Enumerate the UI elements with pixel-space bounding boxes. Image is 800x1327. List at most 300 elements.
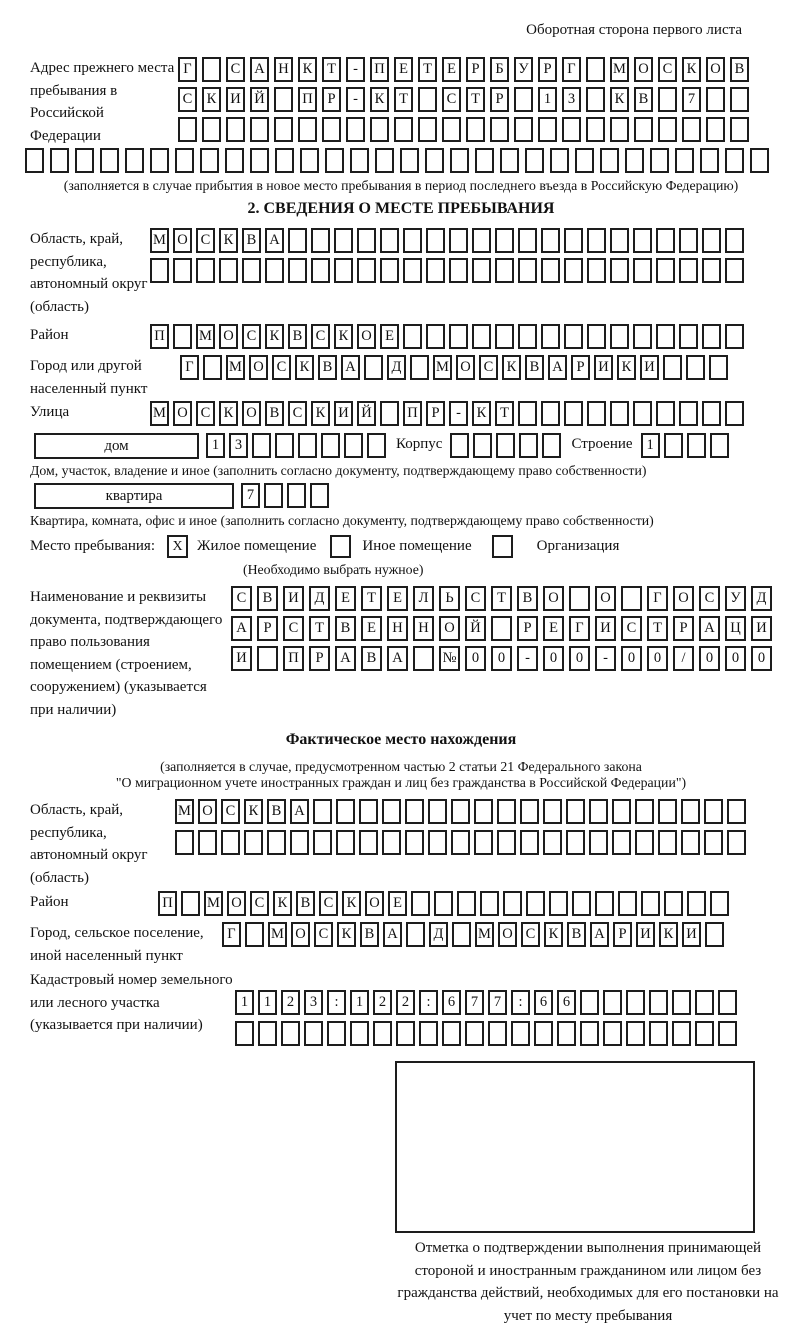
char-cell[interactable]: С <box>178 87 197 112</box>
char-cell[interactable] <box>281 1021 300 1046</box>
char-cell[interactable]: Е <box>361 616 382 641</box>
char-cell[interactable]: В <box>517 586 538 611</box>
char-cell[interactable] <box>687 891 706 916</box>
char-cell[interactable] <box>403 228 422 253</box>
char-cell[interactable]: Т <box>491 586 512 611</box>
char-cell[interactable] <box>514 87 533 112</box>
char-cell[interactable] <box>425 148 444 173</box>
char-cell[interactable] <box>219 258 238 283</box>
char-cell[interactable] <box>451 830 470 855</box>
char-cell[interactable] <box>686 355 705 380</box>
char-cell[interactable] <box>450 433 469 458</box>
char-cell[interactable]: 7 <box>682 87 701 112</box>
char-cell[interactable] <box>725 324 744 349</box>
char-cell[interactable] <box>173 258 192 283</box>
char-cell[interactable] <box>702 258 721 283</box>
char-cell[interactable] <box>566 830 585 855</box>
char-cell[interactable]: А <box>290 799 309 824</box>
char-cell[interactable]: 6 <box>442 990 461 1015</box>
char-cell[interactable]: 2 <box>396 990 415 1015</box>
char-cell[interactable] <box>503 891 522 916</box>
char-cell[interactable] <box>426 258 445 283</box>
char-cell[interactable] <box>221 830 240 855</box>
char-cell[interactable]: О <box>673 586 694 611</box>
char-cell[interactable]: : <box>419 990 438 1015</box>
char-cell[interactable]: Е <box>380 324 399 349</box>
char-cell[interactable] <box>474 799 493 824</box>
char-cell[interactable] <box>400 148 419 173</box>
char-cell[interactable]: И <box>636 922 655 947</box>
char-cell[interactable]: К <box>202 87 221 112</box>
char-cell[interactable]: И <box>751 616 772 641</box>
char-cell[interactable]: К <box>617 355 636 380</box>
char-cell[interactable] <box>725 401 744 426</box>
char-cell[interactable]: 0 <box>491 646 512 671</box>
char-cell[interactable] <box>75 148 94 173</box>
char-cell[interactable] <box>472 324 491 349</box>
char-cell[interactable] <box>364 355 383 380</box>
char-cell[interactable] <box>586 117 605 142</box>
char-cell[interactable] <box>519 433 538 458</box>
char-cell[interactable] <box>175 830 194 855</box>
char-cell[interactable]: 1 <box>258 990 277 1015</box>
char-cell[interactable] <box>549 891 568 916</box>
char-cell[interactable]: С <box>231 586 252 611</box>
char-cell[interactable]: Р <box>571 355 590 380</box>
char-cell[interactable]: Е <box>543 616 564 641</box>
char-cell[interactable] <box>406 922 425 947</box>
char-cell[interactable] <box>649 1021 668 1046</box>
char-cell[interactable]: П <box>158 891 177 916</box>
char-cell[interactable]: В <box>634 87 653 112</box>
char-cell[interactable] <box>580 1021 599 1046</box>
char-cell[interactable]: К <box>659 922 678 947</box>
char-cell[interactable]: С <box>658 57 677 82</box>
char-cell[interactable]: С <box>196 401 215 426</box>
char-cell[interactable] <box>564 258 583 283</box>
char-cell[interactable] <box>610 117 629 142</box>
char-cell[interactable] <box>327 1021 346 1046</box>
char-cell[interactable]: О <box>249 355 268 380</box>
char-cell[interactable]: В <box>335 616 356 641</box>
char-cell[interactable] <box>610 401 629 426</box>
char-cell[interactable] <box>664 891 683 916</box>
char-cell[interactable]: М <box>150 401 169 426</box>
char-cell[interactable] <box>610 258 629 283</box>
checkbox-inoe[interactable] <box>330 535 351 558</box>
char-cell[interactable]: К <box>244 799 263 824</box>
char-cell[interactable] <box>235 1021 254 1046</box>
char-cell[interactable] <box>702 401 721 426</box>
char-cell[interactable]: К <box>298 57 317 82</box>
char-cell[interactable] <box>672 990 691 1015</box>
char-cell[interactable] <box>612 799 631 824</box>
char-cell[interactable] <box>587 258 606 283</box>
char-cell[interactable]: С <box>221 799 240 824</box>
char-cell[interactable] <box>480 891 499 916</box>
char-cell[interactable]: С <box>283 616 304 641</box>
char-cell[interactable]: К <box>219 401 238 426</box>
char-cell[interactable]: - <box>517 646 538 671</box>
char-cell[interactable] <box>600 148 619 173</box>
char-cell[interactable] <box>564 324 583 349</box>
char-cell[interactable]: Г <box>647 586 668 611</box>
char-cell[interactable]: В <box>730 57 749 82</box>
char-cell[interactable] <box>472 228 491 253</box>
char-cell[interactable] <box>557 1021 576 1046</box>
char-cell[interactable]: Д <box>429 922 448 947</box>
char-cell[interactable] <box>359 799 378 824</box>
char-cell[interactable]: К <box>295 355 314 380</box>
char-cell[interactable]: П <box>403 401 422 426</box>
char-cell[interactable] <box>173 324 192 349</box>
char-cell[interactable] <box>679 324 698 349</box>
char-cell[interactable] <box>586 87 605 112</box>
char-cell[interactable]: В <box>296 891 315 916</box>
char-cell[interactable] <box>250 148 269 173</box>
char-cell[interactable] <box>702 324 721 349</box>
char-cell[interactable]: О <box>706 57 725 82</box>
char-cell[interactable] <box>603 990 622 1015</box>
char-cell[interactable] <box>525 148 544 173</box>
char-cell[interactable]: О <box>173 401 192 426</box>
char-cell[interactable]: Р <box>490 87 509 112</box>
char-cell[interactable]: Р <box>466 57 485 82</box>
char-cell[interactable]: С <box>521 922 540 947</box>
char-cell[interactable] <box>664 433 683 458</box>
char-cell[interactable]: С <box>272 355 291 380</box>
char-cell[interactable]: 0 <box>699 646 720 671</box>
char-cell[interactable]: Р <box>613 922 632 947</box>
char-cell[interactable] <box>450 148 469 173</box>
char-cell[interactable]: С <box>311 324 330 349</box>
char-cell[interactable] <box>346 117 365 142</box>
char-cell[interactable] <box>426 324 445 349</box>
char-cell[interactable] <box>618 891 637 916</box>
char-cell[interactable] <box>396 1021 415 1046</box>
char-cell[interactable]: Д <box>309 586 330 611</box>
char-cell[interactable] <box>675 148 694 173</box>
char-cell[interactable]: М <box>175 799 194 824</box>
char-cell[interactable] <box>350 1021 369 1046</box>
char-cell[interactable] <box>730 87 749 112</box>
char-cell[interactable]: М <box>268 922 287 947</box>
char-cell[interactable] <box>621 586 642 611</box>
char-cell[interactable]: К <box>337 922 356 947</box>
char-cell[interactable] <box>702 228 721 253</box>
char-cell[interactable] <box>202 117 221 142</box>
char-cell[interactable]: Е <box>335 586 356 611</box>
char-cell[interactable] <box>520 799 539 824</box>
char-cell[interactable]: А <box>383 922 402 947</box>
char-cell[interactable]: О <box>291 922 310 947</box>
char-cell[interactable] <box>541 228 560 253</box>
char-cell[interactable]: О <box>198 799 217 824</box>
char-cell[interactable] <box>518 324 537 349</box>
char-cell[interactable] <box>411 891 430 916</box>
char-cell[interactable]: П <box>370 57 389 82</box>
char-cell[interactable] <box>587 228 606 253</box>
char-cell[interactable]: Д <box>387 355 406 380</box>
char-cell[interactable] <box>541 324 560 349</box>
char-cell[interactable] <box>603 1021 622 1046</box>
char-cell[interactable] <box>541 258 560 283</box>
char-cell[interactable]: В <box>567 922 586 947</box>
char-cell[interactable] <box>311 258 330 283</box>
char-cell[interactable] <box>534 1021 553 1046</box>
char-cell[interactable]: М <box>196 324 215 349</box>
char-cell[interactable]: Ь <box>439 586 460 611</box>
char-cell[interactable] <box>449 258 468 283</box>
char-cell[interactable]: Е <box>394 57 413 82</box>
char-cell[interactable] <box>718 990 737 1015</box>
char-cell[interactable] <box>538 117 557 142</box>
char-cell[interactable] <box>451 799 470 824</box>
char-cell[interactable] <box>310 483 329 508</box>
char-cell[interactable]: / <box>673 646 694 671</box>
char-cell[interactable]: Е <box>387 586 408 611</box>
char-cell[interactable]: К <box>273 891 292 916</box>
char-cell[interactable]: 3 <box>229 433 248 458</box>
char-cell[interactable] <box>196 258 215 283</box>
char-cell[interactable] <box>175 148 194 173</box>
char-cell[interactable]: В <box>318 355 337 380</box>
char-cell[interactable]: С <box>226 57 245 82</box>
char-cell[interactable]: В <box>361 646 382 671</box>
char-cell[interactable]: Т <box>361 586 382 611</box>
char-cell[interactable] <box>226 117 245 142</box>
char-cell[interactable] <box>313 799 332 824</box>
char-cell[interactable]: С <box>465 586 486 611</box>
char-cell[interactable]: К <box>610 87 629 112</box>
char-cell[interactable] <box>350 148 369 173</box>
char-cell[interactable]: 7 <box>465 990 484 1015</box>
char-cell[interactable] <box>497 799 516 824</box>
char-cell[interactable] <box>526 891 545 916</box>
char-cell[interactable] <box>300 148 319 173</box>
char-cell[interactable] <box>311 228 330 253</box>
char-cell[interactable]: Е <box>388 891 407 916</box>
char-cell[interactable]: Р <box>257 616 278 641</box>
char-cell[interactable] <box>725 148 744 173</box>
char-cell[interactable]: П <box>150 324 169 349</box>
char-cell[interactable] <box>595 891 614 916</box>
char-cell[interactable]: А <box>341 355 360 380</box>
char-cell[interactable]: О <box>595 586 616 611</box>
char-cell[interactable]: 0 <box>621 646 642 671</box>
char-cell[interactable] <box>442 117 461 142</box>
char-cell[interactable] <box>100 148 119 173</box>
char-cell[interactable]: О <box>498 922 517 947</box>
char-cell[interactable] <box>541 401 560 426</box>
char-cell[interactable]: Т <box>495 401 514 426</box>
char-cell[interactable] <box>250 117 269 142</box>
char-cell[interactable] <box>687 433 706 458</box>
char-cell[interactable] <box>542 433 561 458</box>
char-cell[interactable]: М <box>226 355 245 380</box>
char-cell[interactable]: И <box>334 401 353 426</box>
char-cell[interactable]: Т <box>394 87 413 112</box>
char-cell[interactable] <box>275 433 294 458</box>
char-cell[interactable] <box>656 401 675 426</box>
char-cell[interactable]: И <box>283 586 304 611</box>
char-cell[interactable]: О <box>439 616 460 641</box>
char-cell[interactable]: А <box>548 355 567 380</box>
char-cell[interactable] <box>203 355 222 380</box>
char-cell[interactable] <box>490 117 509 142</box>
char-cell[interactable]: Т <box>466 87 485 112</box>
char-cell[interactable]: К <box>311 401 330 426</box>
char-cell[interactable]: М <box>150 228 169 253</box>
char-cell[interactable] <box>413 646 434 671</box>
char-cell[interactable]: О <box>456 355 475 380</box>
char-cell[interactable] <box>264 483 283 508</box>
char-cell[interactable] <box>428 830 447 855</box>
char-cell[interactable]: 2 <box>281 990 300 1015</box>
char-cell[interactable] <box>274 117 293 142</box>
char-cell[interactable] <box>428 799 447 824</box>
char-cell[interactable] <box>704 830 723 855</box>
char-cell[interactable] <box>288 258 307 283</box>
char-cell[interactable] <box>267 830 286 855</box>
char-cell[interactable] <box>572 891 591 916</box>
char-cell[interactable] <box>650 148 669 173</box>
char-cell[interactable]: Д <box>751 586 772 611</box>
char-cell[interactable] <box>290 830 309 855</box>
char-cell[interactable]: - <box>346 57 365 82</box>
char-cell[interactable] <box>725 228 744 253</box>
char-cell[interactable] <box>150 148 169 173</box>
char-cell[interactable]: 1 <box>538 87 557 112</box>
char-cell[interactable] <box>125 148 144 173</box>
char-cell[interactable] <box>274 87 293 112</box>
char-cell[interactable]: Р <box>517 616 538 641</box>
char-cell[interactable]: О <box>634 57 653 82</box>
char-cell[interactable] <box>298 117 317 142</box>
char-cell[interactable] <box>518 401 537 426</box>
char-cell[interactable] <box>336 830 355 855</box>
char-cell[interactable] <box>452 922 471 947</box>
checkbox-organizatsiya[interactable] <box>492 535 513 558</box>
char-cell[interactable] <box>700 148 719 173</box>
char-cell[interactable] <box>612 830 631 855</box>
char-cell[interactable]: О <box>543 586 564 611</box>
char-cell[interactable]: С <box>699 586 720 611</box>
char-cell[interactable]: В <box>525 355 544 380</box>
char-cell[interactable] <box>695 1021 714 1046</box>
char-cell[interactable] <box>706 117 725 142</box>
char-cell[interactable] <box>626 990 645 1015</box>
char-cell[interactable] <box>610 324 629 349</box>
char-cell[interactable] <box>382 799 401 824</box>
char-cell[interactable]: Г <box>562 57 581 82</box>
char-cell[interactable]: С <box>288 401 307 426</box>
char-cell[interactable]: № <box>439 646 460 671</box>
char-cell[interactable] <box>626 1021 645 1046</box>
char-cell[interactable] <box>682 117 701 142</box>
char-cell[interactable] <box>495 228 514 253</box>
char-cell[interactable]: Н <box>387 616 408 641</box>
char-cell[interactable] <box>298 433 317 458</box>
char-cell[interactable] <box>586 57 605 82</box>
char-cell[interactable] <box>543 830 562 855</box>
char-cell[interactable] <box>589 830 608 855</box>
char-cell[interactable]: О <box>227 891 246 916</box>
char-cell[interactable] <box>635 799 654 824</box>
char-cell[interactable] <box>50 148 69 173</box>
char-cell[interactable] <box>656 324 675 349</box>
char-cell[interactable] <box>495 324 514 349</box>
char-cell[interactable] <box>497 830 516 855</box>
char-cell[interactable] <box>589 799 608 824</box>
char-cell[interactable] <box>275 148 294 173</box>
char-cell[interactable] <box>634 117 653 142</box>
char-cell[interactable] <box>418 117 437 142</box>
char-cell[interactable]: И <box>226 87 245 112</box>
char-cell[interactable]: 0 <box>725 646 746 671</box>
char-cell[interactable] <box>491 616 512 641</box>
char-cell[interactable]: С <box>314 922 333 947</box>
char-cell[interactable] <box>288 228 307 253</box>
char-cell[interactable] <box>649 990 668 1015</box>
char-cell[interactable] <box>500 148 519 173</box>
char-cell[interactable]: К <box>265 324 284 349</box>
char-cell[interactable] <box>488 1021 507 1046</box>
char-cell[interactable] <box>178 117 197 142</box>
char-cell[interactable] <box>658 830 677 855</box>
char-cell[interactable]: Й <box>250 87 269 112</box>
char-cell[interactable]: Р <box>426 401 445 426</box>
char-cell[interactable]: К <box>370 87 389 112</box>
char-cell[interactable] <box>658 87 677 112</box>
char-cell[interactable]: М <box>433 355 452 380</box>
char-cell[interactable] <box>258 1021 277 1046</box>
char-cell[interactable] <box>656 228 675 253</box>
char-cell[interactable] <box>244 830 263 855</box>
char-cell[interactable]: Ц <box>725 616 746 641</box>
checkbox-zhiloe[interactable]: X <box>167 535 188 558</box>
char-cell[interactable]: К <box>472 401 491 426</box>
char-cell[interactable]: О <box>365 891 384 916</box>
char-cell[interactable] <box>727 799 746 824</box>
char-cell[interactable] <box>382 830 401 855</box>
char-cell[interactable]: А <box>699 616 720 641</box>
char-cell[interactable] <box>375 148 394 173</box>
char-cell[interactable] <box>321 433 340 458</box>
char-cell[interactable] <box>625 148 644 173</box>
char-cell[interactable]: Л <box>413 586 434 611</box>
char-cell[interactable] <box>511 1021 530 1046</box>
char-cell[interactable]: В <box>257 586 278 611</box>
char-cell[interactable] <box>359 830 378 855</box>
char-cell[interactable]: П <box>298 87 317 112</box>
char-cell[interactable]: В <box>288 324 307 349</box>
char-cell[interactable]: К <box>682 57 701 82</box>
char-cell[interactable]: О <box>242 401 261 426</box>
char-cell[interactable] <box>403 324 422 349</box>
char-cell[interactable] <box>580 990 599 1015</box>
char-cell[interactable]: Р <box>538 57 557 82</box>
char-cell[interactable] <box>750 148 769 173</box>
char-cell[interactable] <box>658 799 677 824</box>
char-cell[interactable] <box>325 148 344 173</box>
char-cell[interactable] <box>475 148 494 173</box>
char-cell[interactable] <box>587 401 606 426</box>
char-cell[interactable] <box>336 799 355 824</box>
char-cell[interactable] <box>257 646 278 671</box>
char-cell[interactable]: Е <box>442 57 461 82</box>
char-cell[interactable] <box>465 1021 484 1046</box>
